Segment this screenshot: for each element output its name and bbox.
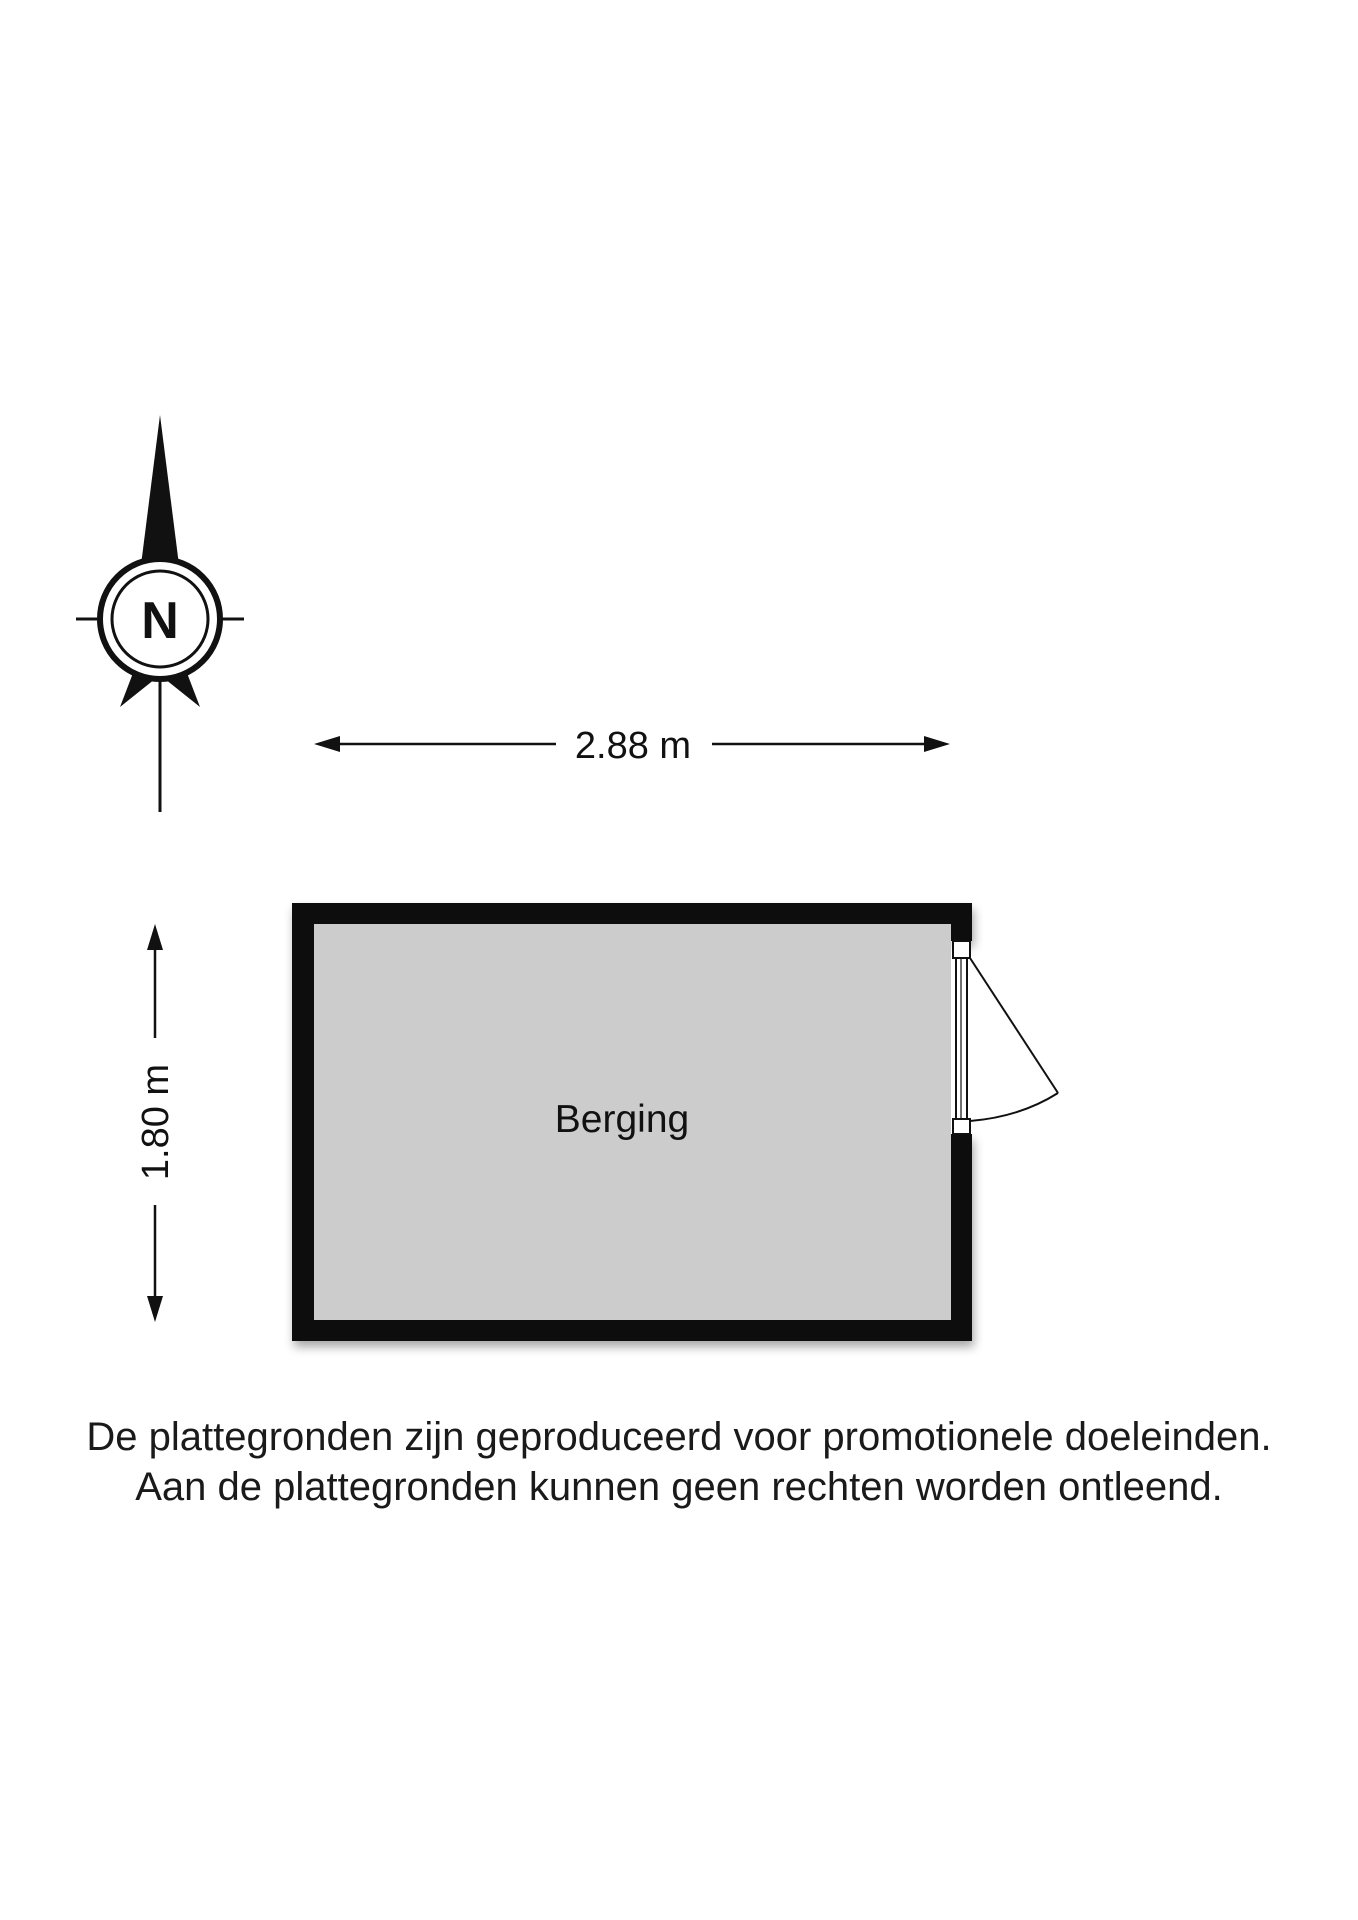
width-dimension-label: 2.88 m [574, 725, 692, 767]
disclaimer [0, 1412, 1358, 1512]
height-dimension-label: 1.80 m [135, 1063, 177, 1181]
door [956, 958, 1058, 1121]
north-arrow-icon [76, 415, 244, 812]
room-label: Berging [554, 1098, 690, 1141]
disclaimer-line-1: De plattegronden zijn geproduceerd voor promotionele doeleinden. [86, 1415, 1272, 1459]
height-dimension [135, 924, 177, 1322]
room-berging [292, 903, 1058, 1341]
width-dimension [314, 725, 950, 767]
compass-label: N [141, 592, 179, 650]
disclaimer-line-2: Aan de plattegronden kunnen geen rechten worden ontleend. [135, 1465, 1223, 1509]
